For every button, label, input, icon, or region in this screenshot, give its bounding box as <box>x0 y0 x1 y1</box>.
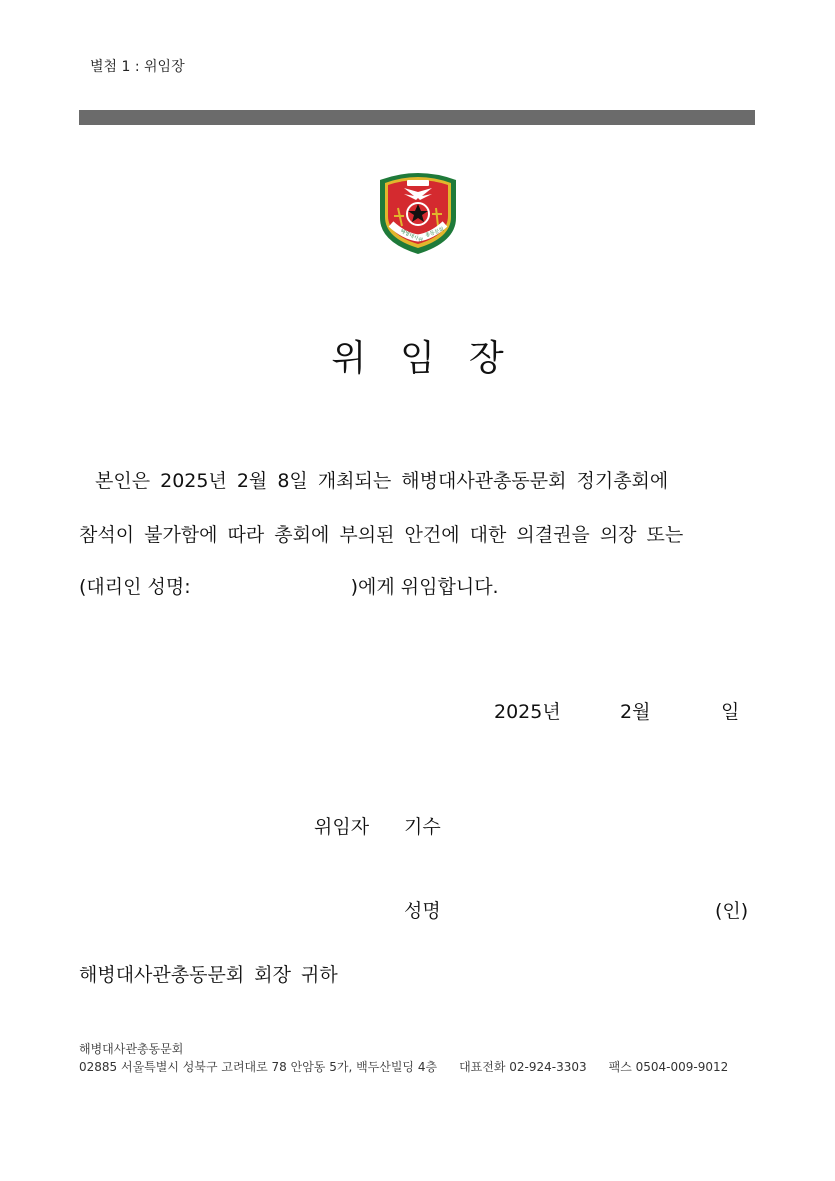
recipient-line: 해병대사관총동문회 회장 귀하 <box>79 964 338 986</box>
footer-address: 02885 서울특별시 성북구 고려대로 78 안암동 5가, 백두산빌딩 4층 <box>79 1060 438 1074</box>
date-month: 2월 <box>620 701 651 723</box>
body-line-1: 본인은 2025년 2월 8일 개최되는 해병대사관총동문회 정기총회에 <box>95 470 669 492</box>
document-title: 위임장 <box>331 338 538 379</box>
seal-placeholder: (인) <box>715 900 749 922</box>
proxy-name-label: (대리인 성명: <box>79 576 191 598</box>
footer-organization: 해병대사관총동문회 <box>79 1042 184 1056</box>
attachment-label: 별첨 1 : 위임장 <box>90 59 185 75</box>
date-day: 일 <box>721 701 740 723</box>
footer-contact-line <box>79 1058 728 1075</box>
footer-fax: 팩스 0504-009-9012 <box>608 1060 729 1074</box>
delegator-label: 위임자 <box>314 816 370 838</box>
marine-corps-emblem-logo <box>374 166 462 256</box>
footer-phone: 대표전화 02-924-3303 <box>459 1060 587 1074</box>
body-line-3 <box>79 572 499 599</box>
svg-text:총동문회: 총동문회 <box>424 226 445 239</box>
body-line-2: 참석이 불가함에 따라 총회에 부의된 안건에 대한 의결권을 의장 또는 <box>79 524 684 546</box>
header-divider-bar <box>79 110 755 125</box>
date-year: 2025년 <box>494 701 561 723</box>
class-number-label: 기수 <box>404 816 441 838</box>
name-label: 성명 <box>404 900 441 922</box>
delegation-text: )에게 위임합니다. <box>350 576 499 598</box>
svg-text:해병대사관: 해병대사관 <box>399 228 424 245</box>
